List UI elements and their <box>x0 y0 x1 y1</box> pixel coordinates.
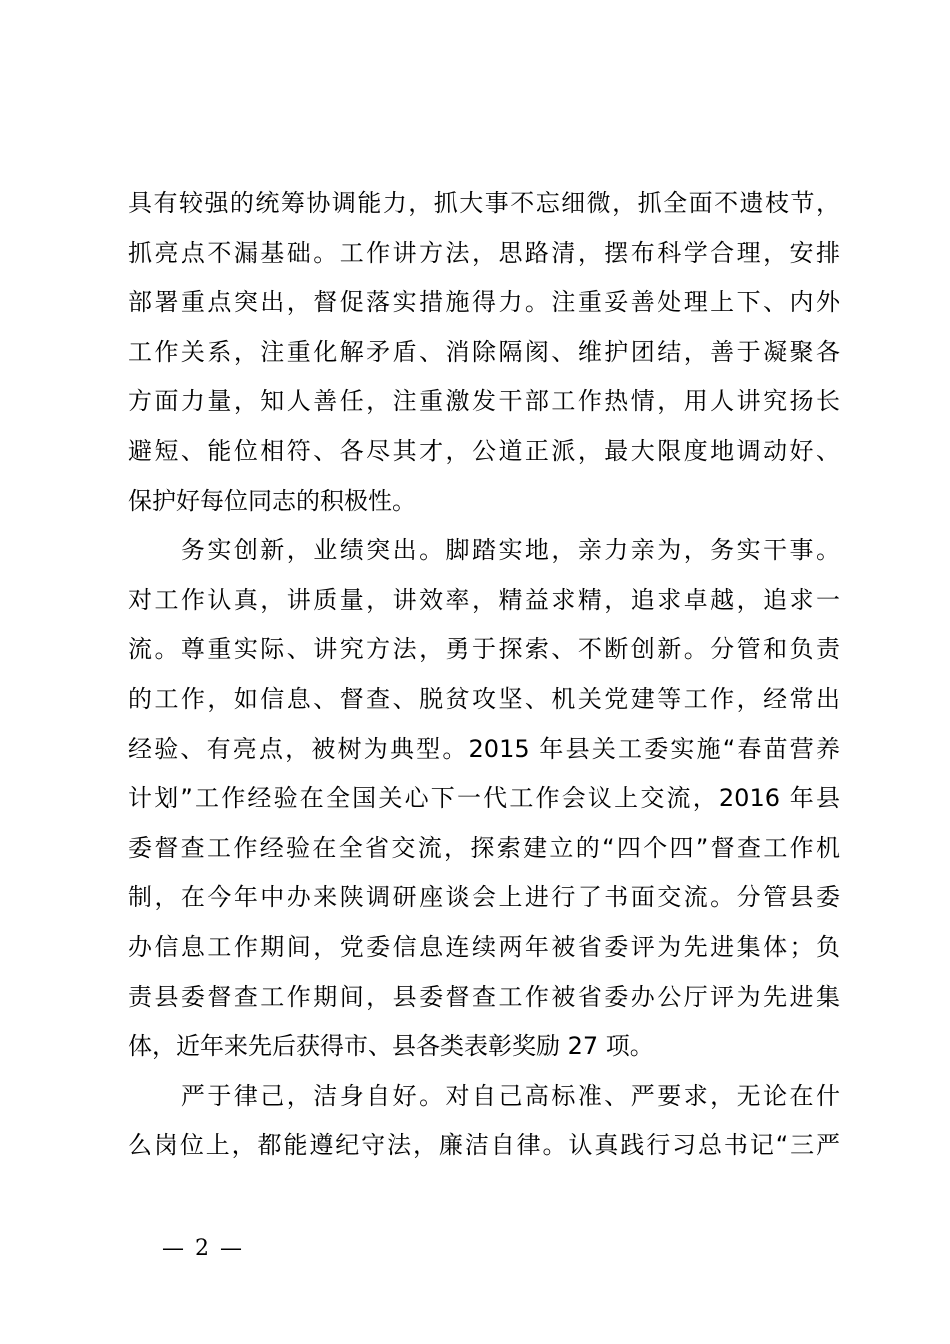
text-line: 的工作，如信息、督查、脱贫攻坚、机关党建等工作，经常出 <box>128 684 840 713</box>
text-line: 具有较强的统筹协调能力，抓大事不忘细微，抓全面不遗枝节， <box>128 189 840 217</box>
text-line: 严于律己，洁身自好。对自己高标准、严要求，无论在什 <box>128 1081 840 1110</box>
text-line: 经验、有亮点，被树为典型。2015 年县关工委实施“春苗营养 <box>128 734 840 763</box>
text-line: 流。尊重实际、讲究方法，勇于探索、不断创新。分管和负责 <box>128 635 840 664</box>
body-text <box>128 179 840 1171</box>
text-line: 体，近年来先后获得市、县各类表彰奖励 27 项。 <box>128 1032 654 1061</box>
text-line: 责县委督查工作期间，县委督查工作被省委办公厅评为先进集 <box>128 982 840 1011</box>
text-line: 计划”工作经验在全国关心下一代工作会议上交流，2016 年县 <box>128 784 840 813</box>
text-line: 委督查工作经验在全省交流，探索建立的“四个四”督查工作机 <box>128 833 840 862</box>
text-line: 方面力量，知人善任，注重激发干部工作热情，用人讲究扬长 <box>128 387 840 416</box>
page-number: — 2 — <box>162 1236 244 1261</box>
text-line: 抓亮点不漏基础。工作讲方法，思路清，摆布科学合理，安排 <box>128 238 840 267</box>
text-line: 对工作认真，讲质量，讲效率，精益求精，追求卓越，追求一 <box>128 585 840 614</box>
text-line: 保护好每位同志的积极性。 <box>128 486 416 515</box>
text-line: 务实创新，业绩突出。脚踏实地，亲力亲为，务实干事。 <box>128 536 840 565</box>
text-line: 避短、能位相符、各尽其才，公道正派，最大限度地调动好、 <box>128 436 840 465</box>
text-line: 么岗位上，都能遵纪守法，廉洁自律。认真践行习总书记“三严 <box>128 1131 840 1160</box>
text-line: 制，在今年中办来陕调研座谈会上进行了书面交流。分管县委 <box>128 883 840 912</box>
text-line: 工作关系，注重化解矛盾、消除隔阂、维护团结，善于凝聚各 <box>128 337 840 366</box>
text-line: 部署重点突出，督促落实措施得力。注重妥善处理上下、内外 <box>128 288 840 317</box>
text-line: 办信息工作期间，党委信息连续两年被省委评为先进集体；负 <box>128 932 840 961</box>
